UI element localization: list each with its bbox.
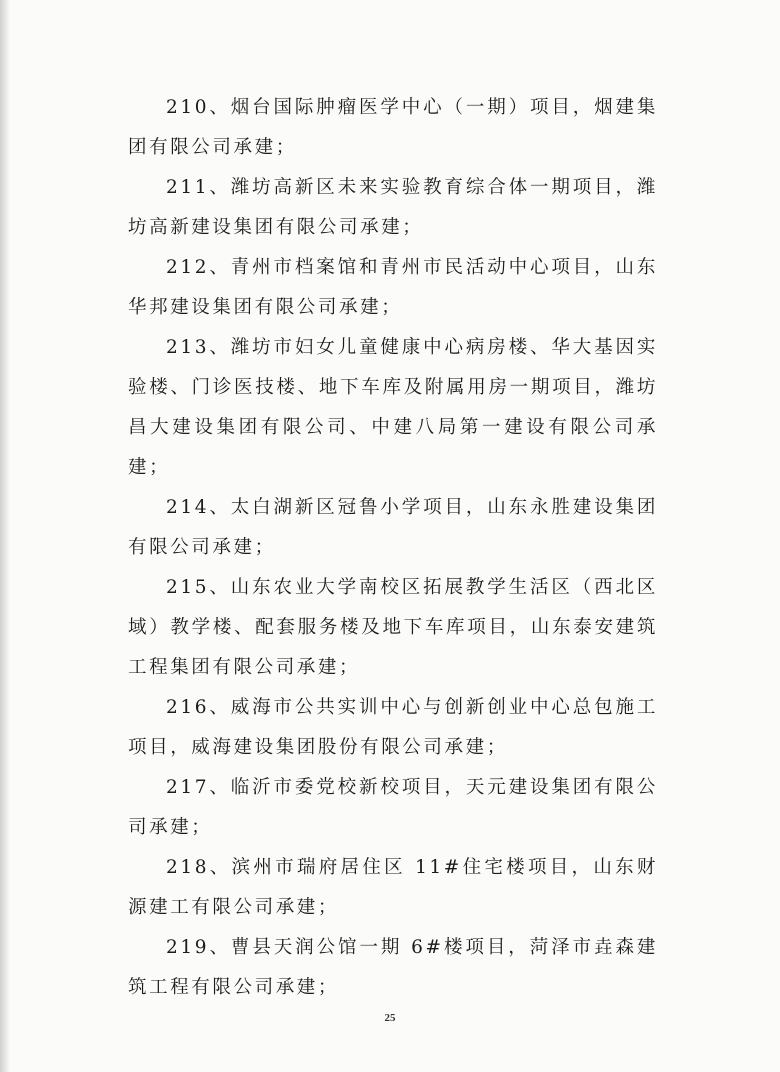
paragraph-213: 213、潍坊市妇女儿童健康中心病房楼、华大基因实验楼、门诊医技楼、地下车库及附属用房一期项目，潍坊昌大建设集团有限公司、中建八局第一建设有限公司承建； bbox=[128, 337, 658, 478]
paragraph-212: 212、青州市档案馆和青州市民活动中心项目，山东华邦建设集团有限公司承建； bbox=[128, 257, 658, 318]
paragraph-218: 218、滨州市瑞府居住区 11#住宅楼项目，山东财源建工有限公司承建； bbox=[128, 857, 658, 918]
paragraph-217: 217、临沂市委党校新校项目，天元建设集团有限公司承建； bbox=[128, 777, 658, 838]
document-body bbox=[128, 88, 658, 1008]
paragraph-216: 216、威海市公共实训中心与创新创业中心总包施工项目，威海建设集团股份有限公司承建； bbox=[128, 697, 658, 758]
paragraph-210: 210、烟台国际肿瘤医学中心（一期）项目，烟建集团有限公司承建； bbox=[128, 97, 658, 158]
paragraph-219: 219、曹县天润公馆一期 6#楼项目，菏泽市垚森建筑工程有限公司承建； bbox=[128, 937, 658, 998]
paragraph-211: 211、潍坊高新区未来实验教育综合体一期项目，潍坊高新建设集团有限公司承建； bbox=[128, 177, 658, 238]
scan-edge-shadow bbox=[0, 0, 10, 1072]
paragraph-215: 215、山东农业大学南校区拓展教学生活区（西北区域）教学楼、配套服务楼及地下车库项目，山东泰安建筑工程集团有限公司承建； bbox=[128, 577, 658, 678]
paragraph-214: 214、太白湖新区冠鲁小学项目，山东永胜建设集团有限公司承建； bbox=[128, 497, 658, 558]
page-number: 25 bbox=[384, 1012, 396, 1024]
